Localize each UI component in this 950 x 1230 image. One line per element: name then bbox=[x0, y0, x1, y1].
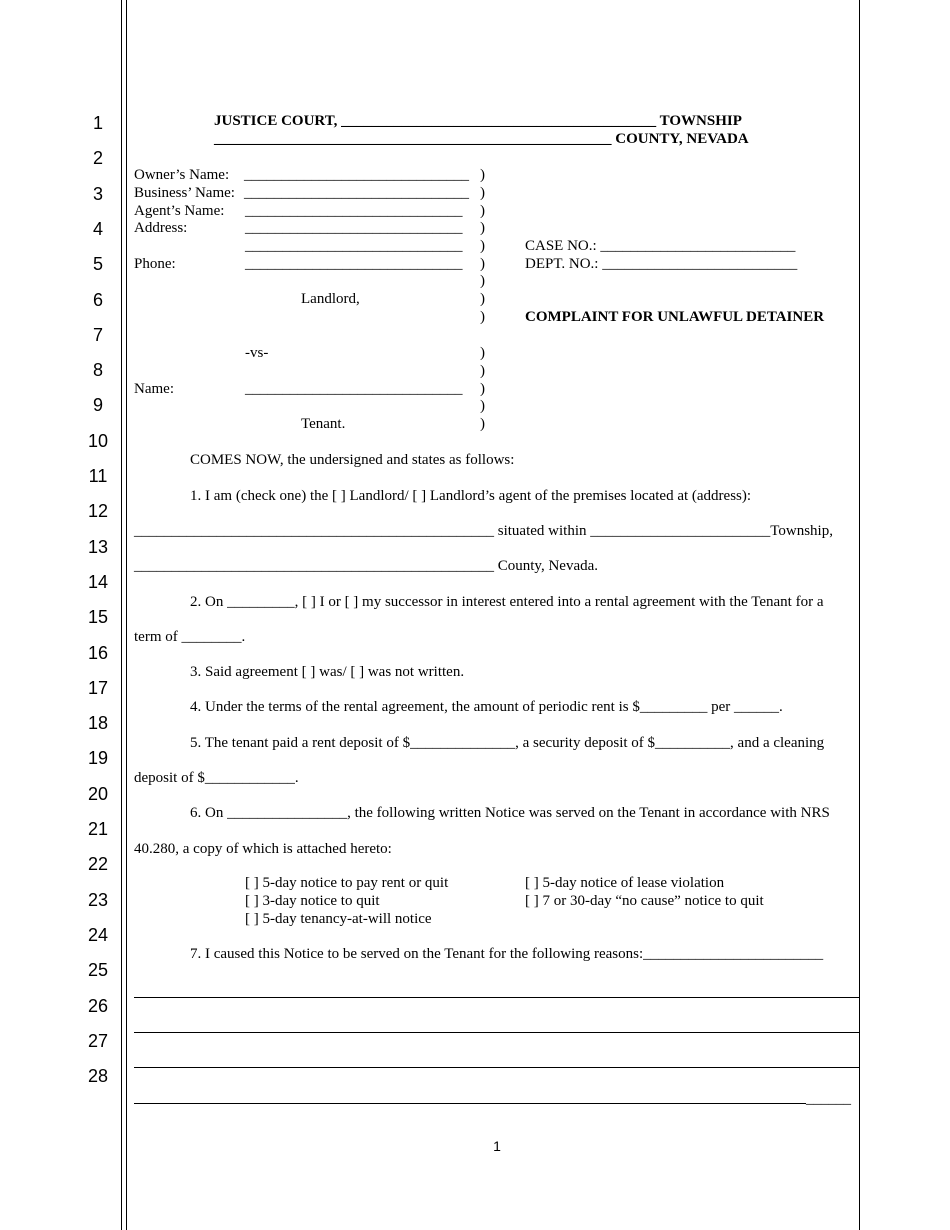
reason-line-3[interactable] bbox=[134, 1067, 859, 1068]
notice-option-no-cause[interactable]: [ ] 7 or 30-day “no cause” notice to quit bbox=[525, 893, 764, 909]
county-title-line: _____________________________________________________ COUNTY, NEVADA bbox=[214, 131, 749, 147]
caption-parenthesis: ) bbox=[480, 398, 485, 414]
owner-name-field[interactable]: ______________________________ bbox=[244, 167, 469, 183]
tenant-label: Tenant. bbox=[301, 416, 346, 432]
paragraph-2: 2. On _________, [ ] I or [ ] my successor in interest entered into a rental agreement with the Tenant for a bbox=[190, 594, 824, 610]
landlord-label: Landlord, bbox=[301, 291, 360, 307]
phone-label: Phone: bbox=[134, 256, 176, 272]
line-number: 10 bbox=[87, 430, 109, 451]
paragraph-6-nrs-line: 40.280, a copy of which is attached hereto: bbox=[134, 841, 392, 857]
line-number: 23 bbox=[87, 889, 109, 910]
page-number: 1 bbox=[493, 1138, 501, 1154]
business-name-field[interactable]: ______________________________ bbox=[244, 185, 469, 201]
document-title: COMPLAINT FOR UNLAWFUL DETAINER bbox=[525, 309, 825, 325]
caption-parenthesis: ) bbox=[480, 416, 485, 432]
paragraph-1-county-line: ________________________________________________ County, Nevada. bbox=[134, 558, 599, 574]
caption-parenthesis: ) bbox=[480, 238, 485, 254]
business-name-label: Business’ Name: bbox=[134, 185, 235, 201]
line-number: 25 bbox=[87, 960, 109, 981]
tenant-name-label: Name: bbox=[134, 381, 174, 397]
caption-parenthesis: ) bbox=[480, 363, 485, 379]
line-number: 3 bbox=[92, 183, 103, 204]
right-margin-rule bbox=[859, 0, 860, 1230]
line-number: 16 bbox=[87, 642, 109, 663]
line-number: 17 bbox=[87, 677, 109, 698]
line-number: 15 bbox=[87, 607, 109, 628]
line-number: 13 bbox=[87, 536, 109, 557]
address-field-1[interactable]: _____________________________ bbox=[245, 220, 463, 236]
left-margin-rule-outer bbox=[121, 0, 122, 1230]
reason-line-4-tail[interactable]: ______ bbox=[806, 1091, 851, 1107]
notice-option-tenancy-at-will[interactable]: [ ] 5-day tenancy-at-will notice bbox=[245, 911, 432, 927]
line-number: 28 bbox=[87, 1066, 109, 1087]
paragraph-7 bbox=[190, 945, 859, 963]
agent-name-field[interactable]: _____________________________ bbox=[245, 203, 463, 219]
versus-label: -vs- bbox=[245, 345, 269, 361]
paragraph-7-fill[interactable]: ________________________ bbox=[643, 946, 824, 962]
line-number: 2 bbox=[92, 148, 103, 169]
reason-line-1[interactable] bbox=[134, 997, 859, 998]
paragraph-1-address-line: ________________________________________________ situated within ________________________Township, bbox=[134, 523, 833, 539]
left-margin-rule-inner bbox=[126, 0, 127, 1230]
line-number: 12 bbox=[87, 501, 109, 522]
paragraph-1: 1. I am (check one) the [ ] Landlord/ [ ] Landlord’s agent of the premises located at (address): bbox=[190, 488, 752, 504]
line-number: 26 bbox=[87, 995, 109, 1016]
paragraph-4: 4. Under the terms of the rental agreement, the amount of periodic rent is $_________ per ______. bbox=[190, 699, 783, 715]
case-number-field[interactable]: CASE NO.: __________________________ bbox=[525, 238, 796, 254]
paragraph-7-text: 7. I caused this Notice to be served on the Tenant for the following reasons: bbox=[190, 946, 644, 962]
paragraph-6: 6. On ________________, the following written Notice was served on the Tenant in accordance with NRS bbox=[190, 805, 830, 821]
caption-parenthesis: ) bbox=[480, 167, 485, 183]
paragraph-5: 5. The tenant paid a rent deposit of $______________, a security deposit of $__________, and a cleaning bbox=[190, 735, 825, 751]
caption-parenthesis: ) bbox=[480, 220, 485, 236]
line-number: 19 bbox=[87, 748, 109, 769]
notice-option-lease-violation[interactable]: [ ] 5-day notice of lease violation bbox=[525, 875, 725, 891]
reason-line-4[interactable] bbox=[134, 1103, 806, 1104]
phone-field[interactable]: _____________________________ bbox=[245, 256, 463, 272]
paragraph-3: 3. Said agreement [ ] was/ [ ] was not written. bbox=[190, 664, 465, 680]
line-number: 6 bbox=[92, 289, 103, 310]
line-number: 7 bbox=[92, 324, 103, 345]
line-number: 18 bbox=[87, 713, 109, 734]
line-number: 27 bbox=[87, 1030, 109, 1051]
caption-parenthesis: ) bbox=[480, 273, 485, 289]
line-number: 21 bbox=[87, 819, 109, 839]
agent-name-label: Agent’s Name: bbox=[134, 203, 225, 219]
caption-parenthesis: ) bbox=[480, 203, 485, 219]
paragraph-5-cleaning-deposit-line: deposit of $____________. bbox=[134, 770, 299, 786]
line-number: 20 bbox=[87, 783, 109, 804]
line-number: 5 bbox=[92, 254, 103, 275]
line-number: 22 bbox=[87, 854, 109, 875]
line-number: 4 bbox=[92, 218, 103, 239]
address-field-2[interactable]: _____________________________ bbox=[245, 238, 463, 254]
court-title-line: JUSTICE COURT, __________________________________________ TOWNSHIP bbox=[214, 113, 742, 129]
caption-parenthesis: ) bbox=[480, 185, 485, 201]
line-number: 11 bbox=[88, 466, 108, 486]
reason-line-2[interactable] bbox=[134, 1032, 859, 1033]
paragraph-2-term-line: term of ________. bbox=[134, 629, 246, 645]
caption-parenthesis: ) bbox=[480, 345, 485, 361]
comes-now-text: COMES NOW, the undersigned and states as follows: bbox=[190, 452, 515, 468]
caption-parenthesis: ) bbox=[480, 309, 485, 325]
tenant-name-field[interactable]: _____________________________ bbox=[245, 381, 463, 397]
caption-parenthesis: ) bbox=[480, 291, 485, 307]
notice-option-pay-rent-or-quit[interactable]: [ ] 5-day notice to pay rent or quit bbox=[245, 875, 449, 891]
line-number: 8 bbox=[92, 360, 103, 381]
line-number: 24 bbox=[87, 924, 109, 945]
notice-option-3-day-quit[interactable]: [ ] 3-day notice to quit bbox=[245, 893, 380, 909]
line-number: 1 bbox=[92, 113, 103, 133]
line-number: 14 bbox=[87, 571, 109, 592]
line-number: 9 bbox=[92, 395, 103, 416]
caption-parenthesis: ) bbox=[480, 256, 485, 272]
caption-parenthesis: ) bbox=[480, 381, 485, 397]
owner-name-label: Owner’s Name: bbox=[134, 167, 230, 183]
dept-number-field[interactable]: DEPT. NO.: __________________________ bbox=[525, 256, 798, 272]
address-label: Address: bbox=[134, 220, 188, 236]
